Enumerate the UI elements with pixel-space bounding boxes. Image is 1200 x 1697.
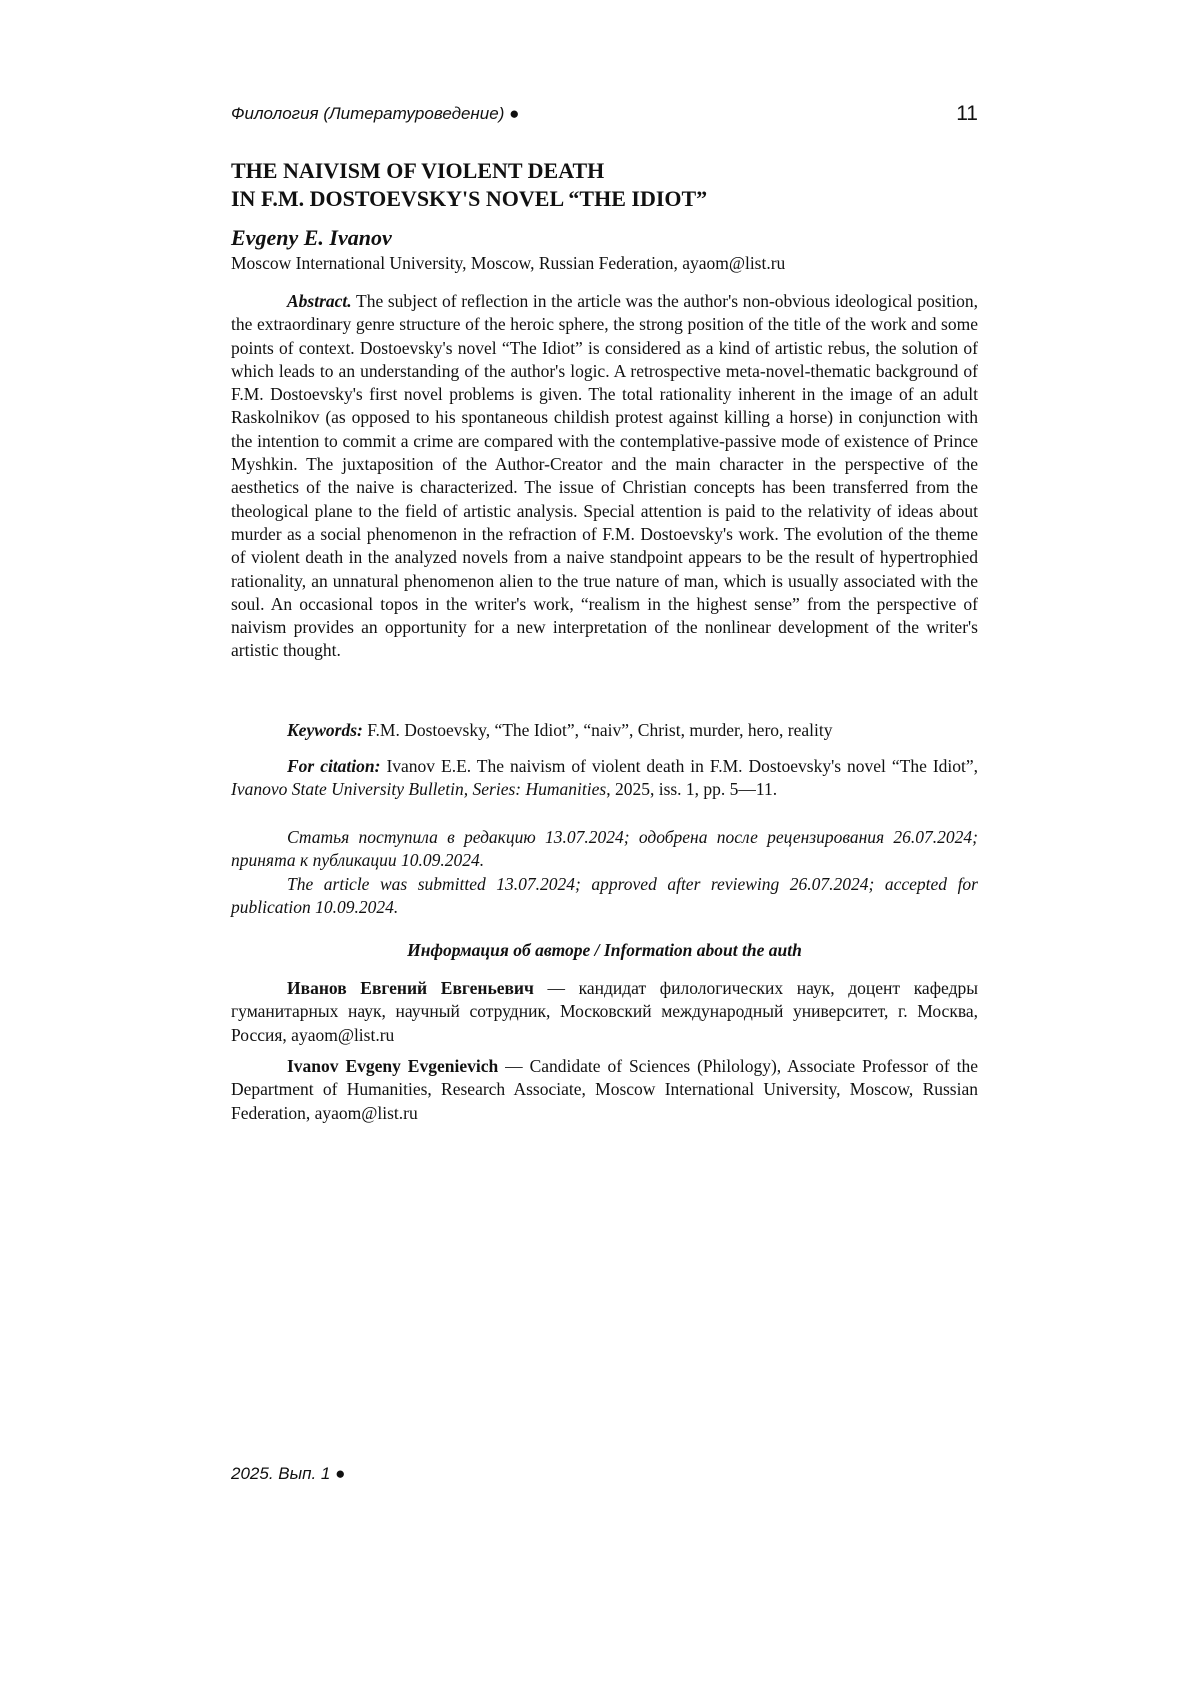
author-bio-en-name: Ivanov Evgeny Evgenievich — [287, 1056, 499, 1076]
running-header — [231, 104, 978, 132]
author-name: Evgeny E. Ivanov — [231, 225, 392, 250]
title-line-1: THE NAIVISM OF VIOLENT DEATH — [231, 158, 605, 183]
keywords — [231, 719, 978, 742]
citation-label: For citation: — [287, 756, 381, 776]
author-bio-en — [231, 1055, 978, 1125]
author-info-heading: Информация об авторе / Information about the auth — [407, 940, 802, 960]
author-bio-ru — [231, 977, 978, 1047]
dates-en: The article was submitted 13.07.2024; approved after reviewing 26.07.2024; accepted for publication 10.09.2024. — [231, 873, 978, 917]
citation-journal: Ivanovo State University Bulletin, Series: Humanities — [231, 779, 607, 800]
article-title — [231, 157, 978, 213]
keywords-label: Keywords: — [287, 720, 363, 740]
abstract — [231, 290, 978, 663]
dates-ru: Статья поступила в редакцию 13.07.2024; одобрена после рецензирования 26.07.2024; принята к публикации 10.09.2024. — [231, 827, 978, 871]
issue-footer: 2025. Вып. 1 ● — [231, 1464, 346, 1483]
section-title: Филология (Литературоведение) ● — [231, 104, 520, 123]
page-number: 11 — [956, 102, 978, 125]
keywords-text: F.M. Dostoevsky, “The Idiot”, “naiv”, Christ, murder, hero, reality — [367, 720, 833, 740]
submission-dates — [231, 826, 978, 919]
author-bio-en-text: — Candidate of Sciences (Philology), Associate Professor of the Department of Humanities, Research Associate, Moscow International University, Moscow, Russian Federation, ayaom@list.ru — [231, 1056, 978, 1123]
abstract-label: Abstract. — [287, 291, 352, 311]
citation — [231, 755, 978, 802]
citation-text: Ivanov E.E. The naivism of violent death in F.M. Dostoevsky's novel “The Idiot”, — [386, 756, 979, 776]
title-line-2: IN F.M. DOSTOEVSKY'S NOVEL “THE IDIOT” — [231, 186, 708, 211]
author-affiliation: Moscow International University, Moscow, Russian Federation, ayaom@list.ru — [231, 253, 786, 273]
author-bio-ru-text: — кандидат филологических наук, доцент кафедры гуманитарных наук, научный сотрудник, Московский международный университет, г. Москва, Россия, ayaom@list.ru — [231, 978, 978, 1045]
citation-pages: , 2025, iss. 1, pp. 5—11. — [606, 779, 778, 800]
author-bio-ru-name: Иванов Евгений Евгеньевич — [287, 978, 534, 998]
abstract-text: The subject of reflection in the article was the author's non-obvious ideological position, the extraordinary genre structure of the heroic sphere, the strong position of the title of the work and some points of context. Dostoevsky's novel “The Idiot” is considered as a kind of artistic rebus, the solution of which leads to an understanding of the author's logic. A retrospective meta-novel-thematic background of F.M. Dostoevsky's first novel problems is given. The total rationality inherent in the image of an adult Raskolnikov (as opposed to his spontaneous childish protest against killing a horse) in conjunction with the intention to commit a crime are compared with the contemplative-passive mode of existence of Prince Myshkin. The juxtaposition of the Author-Creator and the main character in the perspective of the aesthetics of the naive is characterized. The issue of Christian concepts has been transferred from the theological plane to the field of artistic analysis. Special attention is paid to the relativity of ideas about murder as a social phenomenon in the refraction of F.M. Dostoevsky's work. The evolution of the theme of violent death in the analyzed novels from a naive standpoint appears to be the result of hypertrophied rationality, an unnatural phenomenon alien to the true nature of man, which is usually associated with the soul. An occasional topos in the writer's work, “realism in the highest sense” from the perspective of naivism provides an opportunity for a new interpretation of the nonlinear development of the writer's artistic thought. — [231, 291, 978, 661]
